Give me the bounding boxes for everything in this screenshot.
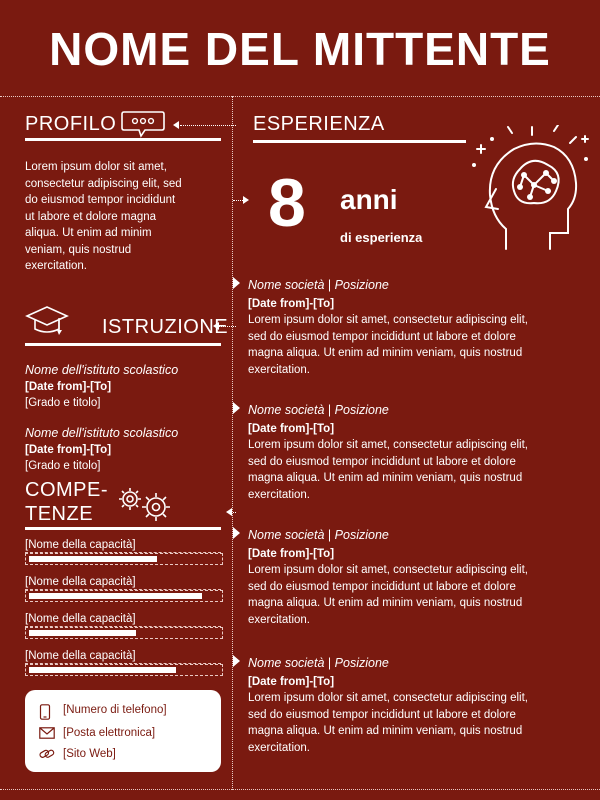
education-arrow-line	[219, 326, 236, 327]
job-desc-line: exercitation.	[248, 363, 311, 376]
profile-text	[25, 159, 230, 275]
job-separator: |	[327, 403, 332, 417]
graduation-cap-icon	[25, 304, 73, 341]
skill-level-fill	[29, 667, 176, 673]
contact-phone[interactable]	[39, 704, 167, 723]
job-position: Posizione	[334, 528, 389, 542]
skill-level-fill	[29, 556, 157, 562]
job-separator: |	[327, 656, 332, 670]
web-text: [Sito Web]	[63, 748, 116, 760]
gears-icon	[116, 485, 178, 528]
years-arrow-head	[243, 196, 249, 204]
job-entry	[248, 277, 588, 378]
job-desc-line: Lorem ipsum dolor sit amet, consectetur adipiscing elit,	[248, 314, 528, 326]
skill-item	[25, 574, 225, 611]
phone-icon	[39, 704, 59, 723]
job-marker	[233, 655, 240, 667]
skill-level-fill	[29, 630, 136, 636]
skill-name: [Nome della capacità]	[25, 648, 221, 664]
profile-rule	[25, 138, 221, 141]
skill-name: [Nome della capacità]	[25, 574, 221, 590]
email-text: [Posta elettronica]	[63, 727, 156, 739]
top-divider	[0, 96, 600, 97]
job-entry	[248, 527, 588, 628]
bottom-divider	[0, 789, 600, 790]
job-title-line	[248, 277, 588, 294]
profile-arrow-line	[180, 125, 236, 126]
years-number: 8	[268, 165, 306, 241]
education-degree: [Grado e titolo]	[25, 397, 101, 409]
phone-text: [Numero di telefono]	[63, 704, 167, 716]
job-title-line	[248, 402, 588, 419]
education-item	[25, 425, 230, 475]
skill-list	[25, 537, 225, 685]
job-marker	[233, 527, 240, 539]
job-company: Nome società	[248, 656, 325, 670]
school-name: Nome dell'istituto scolastico	[25, 426, 179, 440]
profile-line: consectetur adipiscing elit, sed	[25, 177, 182, 190]
skills-heading-line2: TENZE	[25, 503, 94, 525]
skill-bar	[25, 627, 223, 639]
education-degree: [Grado e titolo]	[25, 460, 101, 472]
profile-arrow-head	[173, 121, 179, 129]
skills-arrow-line	[231, 512, 236, 513]
job-desc-line: sed do eiusmod tempor incididunt ut labore et dolore	[248, 330, 516, 343]
job-company: Nome società	[248, 403, 325, 417]
job-title-line	[248, 655, 588, 672]
job-marker	[233, 277, 240, 289]
job-separator: |	[327, 528, 332, 542]
job-desc-line: magna aliqua. Ut enim ad minim veniam, quis nostrud	[248, 725, 523, 737]
skills-heading	[25, 478, 108, 526]
education-item	[25, 362, 230, 412]
job-desc-line: sed do eiusmod tempor incididunt ut labore et dolore	[248, 580, 516, 593]
job-dates: [Date from]-[To]	[248, 547, 335, 560]
job-desc-line: magna aliqua. Ut enim ad minim veniam, quis nostrud	[248, 347, 523, 359]
skill-bar	[25, 590, 223, 602]
skill-item	[25, 611, 225, 648]
sender-name: NOME DEL MITTENTE	[49, 23, 551, 75]
education-heading: ISTRUZIONE	[102, 316, 229, 338]
job-desc-line: magna aliqua. Ut enim ad minim veniam, quis nostrud	[248, 472, 523, 484]
contact-web[interactable]	[39, 748, 116, 763]
skill-item	[25, 537, 225, 574]
experience-rule	[253, 140, 466, 143]
skills-rule	[25, 527, 221, 530]
profile-line: aliqua. Ut enim ad minim	[25, 227, 152, 239]
link-icon	[39, 748, 59, 763]
job-desc-line: sed do eiusmod tempor incididunt ut labore et dolore	[248, 455, 516, 468]
brain-head-icon	[472, 125, 590, 260]
job-desc-line: Lorem ipsum dolor sit amet, consectetur adipiscing elit,	[248, 439, 528, 451]
profile-line: do eiusmod tempor incididunt	[25, 194, 176, 206]
skills-heading-line1: COMPE-	[25, 479, 108, 501]
profile-line: veniam, quis nostrud	[25, 243, 132, 256]
profile-line: exercitation.	[25, 260, 88, 272]
job-entry	[248, 655, 588, 756]
job-dates: [Date from]-[To]	[248, 297, 335, 310]
skill-name: [Nome della capacità]	[25, 611, 221, 627]
job-company: Nome società	[248, 528, 325, 542]
job-desc-line: exercitation.	[248, 613, 311, 626]
experience-heading: ESPERIENZA	[253, 113, 385, 135]
skill-name: [Nome della capacità]	[25, 537, 221, 553]
envelope-icon	[39, 727, 59, 742]
education-rule	[25, 343, 221, 346]
school-name: Nome dell'istituto scolastico	[25, 363, 179, 377]
job-company: Nome società	[248, 278, 325, 292]
job-position: Posizione	[334, 278, 389, 292]
job-desc-line: magna aliqua. Ut enim ad minim veniam, quis nostrud	[248, 597, 523, 609]
years-arrow-line	[233, 200, 243, 201]
job-entry	[248, 402, 588, 503]
education-dates: [Date from]-[To]	[25, 380, 112, 393]
education-dates: [Date from]-[To]	[25, 443, 112, 456]
job-dates: [Date from]-[To]	[248, 422, 335, 435]
profile-line: ut labore et dolore magna	[25, 210, 157, 223]
contact-email[interactable]	[39, 727, 156, 742]
job-title-line	[248, 527, 588, 544]
skill-item	[25, 648, 225, 685]
years-unit: anni	[340, 184, 398, 215]
skill-bar	[25, 664, 223, 676]
job-dates: [Date from]-[To]	[248, 675, 335, 688]
skill-level-fill	[29, 593, 202, 599]
skill-bar	[25, 553, 223, 565]
job-marker	[233, 402, 240, 414]
job-desc-line: Lorem ipsum dolor sit amet, consectetur adipiscing elit,	[248, 692, 528, 704]
job-desc-line: exercitation.	[248, 488, 311, 501]
job-desc-line: Lorem ipsum dolor sit amet, consectetur adipiscing elit,	[248, 564, 528, 576]
job-desc-line: sed do eiusmod tempor incididunt ut labore et dolore	[248, 708, 516, 721]
profile-line: Lorem ipsum dolor sit amet,	[25, 161, 167, 173]
job-separator: |	[327, 278, 332, 292]
job-position: Posizione	[334, 656, 389, 670]
years-caption: di esperienza	[340, 230, 423, 245]
job-desc-line: exercitation.	[248, 741, 311, 754]
profile-heading: PROFILO	[25, 113, 117, 135]
contact-card	[25, 690, 221, 772]
job-position: Posizione	[334, 403, 389, 417]
